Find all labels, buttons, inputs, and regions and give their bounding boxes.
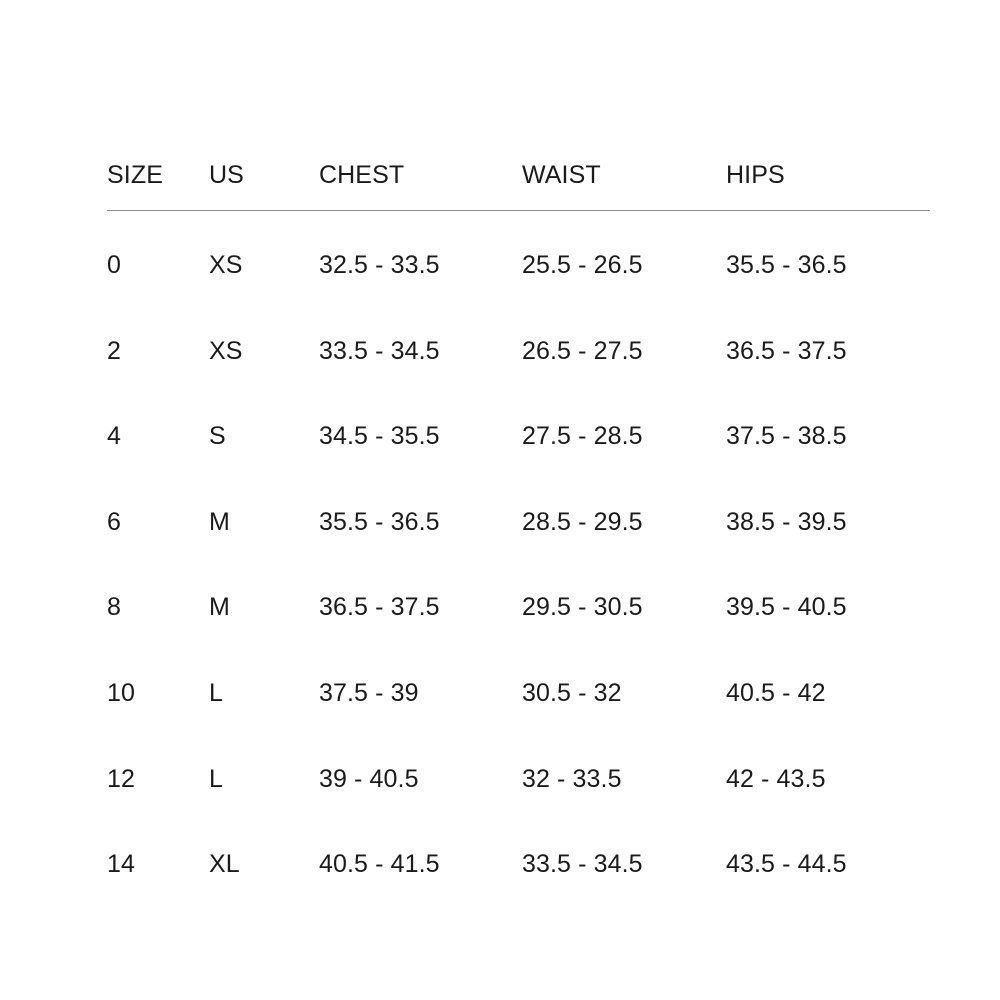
cell-us: L — [209, 678, 224, 707]
cell-hips: 43.5 - 44.5 — [726, 850, 847, 879]
cell-waist: 33.5 - 34.5 — [522, 850, 643, 879]
table-row — [107, 336, 930, 422]
cell-size: 12 — [107, 764, 136, 793]
size-chart-header — [107, 160, 930, 194]
cell-chest: 40.5 - 41.5 — [319, 850, 440, 879]
size-chart-body — [107, 250, 930, 935]
cell-us: M — [209, 593, 230, 622]
cell-us: S — [209, 422, 226, 451]
cell-us: XL — [209, 850, 240, 879]
cell-waist: 32 - 33.5 — [522, 764, 622, 793]
cell-waist: 30.5 - 32 — [522, 678, 622, 707]
cell-size: 0 — [107, 251, 122, 279]
header-us: US — [209, 161, 244, 189]
table-row — [107, 678, 930, 764]
header-chest: CHEST — [319, 161, 405, 189]
cell-chest: 37.5 - 39 — [319, 678, 419, 707]
cell-waist: 29.5 - 30.5 — [522, 593, 643, 622]
cell-hips: 37.5 - 38.5 — [726, 422, 847, 451]
cell-chest: 36.5 - 37.5 — [319, 593, 440, 622]
cell-hips: 38.5 - 39.5 — [726, 507, 847, 536]
header-hips: HIPS — [726, 161, 785, 189]
cell-hips: 42 - 43.5 — [726, 764, 826, 793]
header-row — [107, 160, 930, 194]
cell-waist: 26.5 - 27.5 — [522, 336, 643, 365]
table-row — [107, 421, 930, 507]
cell-size: 14 — [107, 850, 136, 879]
header-size: SIZE — [107, 161, 163, 189]
table-row — [107, 849, 930, 935]
cell-size: 10 — [107, 678, 136, 707]
table-row — [107, 592, 930, 678]
cell-hips: 40.5 - 42 — [726, 678, 826, 707]
cell-chest: 32.5 - 33.5 — [319, 251, 440, 279]
cell-us: XS — [209, 251, 243, 279]
cell-us: M — [209, 507, 230, 536]
cell-size: 2 — [107, 336, 122, 365]
table-row — [107, 250, 930, 336]
cell-waist: 25.5 - 26.5 — [522, 251, 643, 279]
cell-hips: 39.5 - 40.5 — [726, 593, 847, 622]
cell-waist: 28.5 - 29.5 — [522, 507, 643, 536]
cell-hips: 36.5 - 37.5 — [726, 336, 847, 365]
cell-us: L — [209, 764, 224, 793]
cell-chest: 33.5 - 34.5 — [319, 336, 440, 365]
cell-size: 8 — [107, 593, 122, 622]
table-row — [107, 507, 930, 593]
cell-size: 4 — [107, 422, 122, 451]
table-row — [107, 764, 930, 850]
cell-hips: 35.5 - 36.5 — [726, 251, 847, 279]
header-waist: WAIST — [522, 161, 601, 189]
cell-waist: 27.5 - 28.5 — [522, 422, 643, 451]
cell-us: XS — [209, 336, 243, 365]
cell-size: 6 — [107, 507, 122, 536]
cell-chest: 39 - 40.5 — [319, 764, 419, 793]
cell-chest: 34.5 - 35.5 — [319, 422, 440, 451]
header-divider — [107, 210, 930, 211]
cell-chest: 35.5 - 36.5 — [319, 507, 440, 536]
